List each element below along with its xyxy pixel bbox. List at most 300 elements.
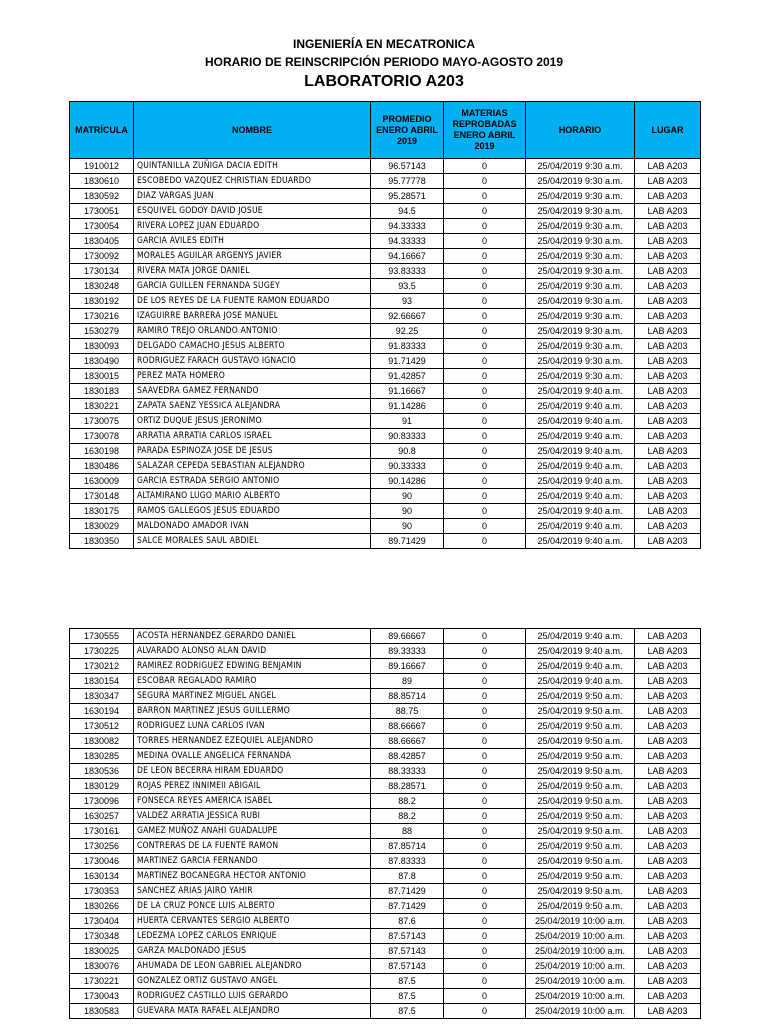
lugar-cell: LAB A203 xyxy=(635,989,701,1004)
lugar-cell: LAB A203 xyxy=(635,629,701,644)
nombre-cell: CONTRERAS DE LA FUENTE RAMON xyxy=(134,839,371,854)
nombre-cell: GAMEZ MUÑOZ ANAHI GUADALUPE xyxy=(134,824,371,839)
horario-cell: 25/04/2019 10:00 a.m. xyxy=(526,944,635,959)
nombre-cell: GARZA MALDONADO JESUS xyxy=(134,944,371,959)
reprobadas-cell: 0 xyxy=(444,234,526,249)
lugar-cell: LAB A203 xyxy=(635,249,701,264)
reprobadas-cell: 0 xyxy=(444,794,526,809)
table-row xyxy=(70,174,701,189)
table-row xyxy=(70,429,701,444)
table-row xyxy=(70,354,701,369)
lugar-cell: LAB A203 xyxy=(635,369,701,384)
promedio-cell: 92.25 xyxy=(371,324,444,339)
table-row xyxy=(70,764,701,779)
reprobadas-cell: 0 xyxy=(444,189,526,204)
horario-cell: 25/04/2019 9:50 a.m. xyxy=(526,884,635,899)
matricula-cell: 1830583 xyxy=(70,1004,134,1019)
matricula-cell: 1730216 xyxy=(70,309,134,324)
matricula-cell: 1730225 xyxy=(70,644,134,659)
promedio-cell: 94.33333 xyxy=(371,219,444,234)
nombre-cell: RODRIGUEZ FARACH GUSTAVO IGNACIO xyxy=(134,354,371,369)
promedio-cell: 91.71429 xyxy=(371,354,444,369)
promedio-cell: 90 xyxy=(371,519,444,534)
lugar-cell: LAB A203 xyxy=(635,674,701,689)
reprobadas-cell: 0 xyxy=(444,704,526,719)
nombre-cell: PEREZ MATA HOMERO xyxy=(134,369,371,384)
promedio-cell: 95.77778 xyxy=(371,174,444,189)
promedio-cell: 88.33333 xyxy=(371,764,444,779)
reprobadas-cell: 0 xyxy=(444,414,526,429)
horario-cell: 25/04/2019 9:30 a.m. xyxy=(526,294,635,309)
reprobadas-cell: 0 xyxy=(444,159,526,174)
matricula-cell: 1730348 xyxy=(70,929,134,944)
reprobadas-cell: 0 xyxy=(444,899,526,914)
promedio-cell: 87.5 xyxy=(371,974,444,989)
matricula-cell: 1730148 xyxy=(70,489,134,504)
promedio-cell: 87.5 xyxy=(371,1004,444,1019)
reprobadas-cell: 0 xyxy=(444,504,526,519)
reprobadas-cell: 0 xyxy=(444,324,526,339)
nombre-cell: HUERTA CERVANTES SERGIO ALBERTO xyxy=(134,914,371,929)
matricula-cell: 1730256 xyxy=(70,839,134,854)
matricula-cell: 1730078 xyxy=(70,429,134,444)
lugar-cell: LAB A203 xyxy=(635,174,701,189)
reprobadas-cell: 0 xyxy=(444,174,526,189)
lugar-cell: LAB A203 xyxy=(635,659,701,674)
promedio-cell: 94.16667 xyxy=(371,249,444,264)
promedio-cell: 87.57143 xyxy=(371,944,444,959)
table-row xyxy=(70,369,701,384)
promedio-cell: 90.83333 xyxy=(371,429,444,444)
promedio-cell: 89.66667 xyxy=(371,629,444,644)
horario-cell: 25/04/2019 9:30 a.m. xyxy=(526,264,635,279)
nombre-cell: MEDINA OVALLE ANGELICA FERNANDA xyxy=(134,749,371,764)
col-materias-reprobadas: MATERIAS REPROBADAS ENERO ABRIL 2019 xyxy=(444,102,526,159)
matricula-cell: 1730075 xyxy=(70,414,134,429)
table-row xyxy=(70,674,701,689)
horario-cell: 25/04/2019 9:30 a.m. xyxy=(526,249,635,264)
promedio-cell: 91 xyxy=(371,414,444,429)
nombre-cell: ALVARADO ALONSO ALAN DAVID xyxy=(134,644,371,659)
nombre-cell: ORTIZ DUQUE JESUS JERONIMO xyxy=(134,414,371,429)
lugar-cell: LAB A203 xyxy=(635,884,701,899)
nombre-cell: QUINTANILLA ZUÑIGA DACIA EDITH xyxy=(134,159,371,174)
schedule-title: HORARIO DE REINSCRIPCIÓN PERIODO MAYO-AGOSTO 2019 xyxy=(204,55,564,69)
lugar-cell: LAB A203 xyxy=(635,234,701,249)
matricula-cell: 1730212 xyxy=(70,659,134,674)
promedio-cell: 88.75 xyxy=(371,704,444,719)
reprobadas-cell: 0 xyxy=(444,429,526,444)
horario-cell: 25/04/2019 9:40 a.m. xyxy=(526,414,635,429)
lugar-cell: LAB A203 xyxy=(635,189,701,204)
horario-cell: 25/04/2019 10:00 a.m. xyxy=(526,1004,635,1019)
horario-cell: 25/04/2019 10:00 a.m. xyxy=(526,929,635,944)
promedio-cell: 94.5 xyxy=(371,204,444,219)
reprobadas-cell: 0 xyxy=(444,519,526,534)
table-row xyxy=(70,399,701,414)
promedio-cell: 91.42857 xyxy=(371,369,444,384)
table-row xyxy=(70,264,701,279)
nombre-cell: ESCOBAR REGALADO RAMIRO xyxy=(134,674,371,689)
reprobadas-cell: 0 xyxy=(444,824,526,839)
table-row xyxy=(70,794,701,809)
nombre-cell: VALDEZ ARRATIA JESSICA RUBI xyxy=(134,809,371,824)
table-row xyxy=(70,384,701,399)
horario-cell: 25/04/2019 9:50 a.m. xyxy=(526,764,635,779)
lugar-cell: LAB A203 xyxy=(635,159,701,174)
nombre-cell: RODRIGUEZ LUNA CARLOS IVAN xyxy=(134,719,371,734)
reprobadas-cell: 0 xyxy=(444,384,526,399)
reprobadas-cell: 0 xyxy=(444,989,526,1004)
matricula-cell: 1730096 xyxy=(70,794,134,809)
reprobadas-cell: 0 xyxy=(444,264,526,279)
table-row xyxy=(70,294,701,309)
table-row xyxy=(70,824,701,839)
table-row xyxy=(70,704,701,719)
lugar-cell: LAB A203 xyxy=(635,414,701,429)
nombre-cell: ESCOBEDO VAZQUEZ CHRISTIAN EDUARDO xyxy=(134,174,371,189)
matricula-cell: 1830266 xyxy=(70,899,134,914)
table-row xyxy=(70,629,701,644)
col-matricula: MATRÍCULA xyxy=(70,102,134,159)
horario-cell: 25/04/2019 9:50 a.m. xyxy=(526,704,635,719)
lugar-cell: LAB A203 xyxy=(635,489,701,504)
lugar-cell: LAB A203 xyxy=(635,309,701,324)
promedio-cell: 95.28571 xyxy=(371,189,444,204)
horario-cell: 25/04/2019 10:00 a.m. xyxy=(526,974,635,989)
nombre-cell: BARRON MARTINEZ JESUS GUILLERMO xyxy=(134,704,371,719)
matricula-cell: 1830285 xyxy=(70,749,134,764)
nombre-cell: GARCIA ESTRADA SERGIO ANTONIO xyxy=(134,474,371,489)
horario-cell: 25/04/2019 10:00 a.m. xyxy=(526,914,635,929)
table-row xyxy=(70,989,701,1004)
promedio-cell: 90 xyxy=(371,489,444,504)
table-row xyxy=(70,414,701,429)
nombre-cell: TORRES HERNANDEZ EZEQUIEL ALEJANDRO xyxy=(134,734,371,749)
horario-cell: 25/04/2019 9:50 a.m. xyxy=(526,794,635,809)
matricula-cell: 1730054 xyxy=(70,219,134,234)
lugar-cell: LAB A203 xyxy=(635,869,701,884)
table-row xyxy=(70,749,701,764)
nombre-cell: SALAZAR CEPEDA SEBASTIAN ALEJANDRO xyxy=(134,459,371,474)
reprobadas-cell: 0 xyxy=(444,534,526,549)
promedio-cell: 87.57143 xyxy=(371,929,444,944)
horario-cell: 25/04/2019 10:00 a.m. xyxy=(526,959,635,974)
table-row xyxy=(70,534,701,549)
horario-cell: 25/04/2019 10:00 a.m. xyxy=(526,989,635,1004)
reprobadas-cell: 0 xyxy=(444,869,526,884)
table-row xyxy=(70,689,701,704)
promedio-cell: 93 xyxy=(371,294,444,309)
matricula-cell: 1730555 xyxy=(70,629,134,644)
nombre-cell: SALCE MORALES SAUL ABDIEL xyxy=(134,534,371,549)
matricula-cell: 1730134 xyxy=(70,264,134,279)
table-row xyxy=(70,959,701,974)
nombre-cell: DE LA CRUZ PONCE LUIS ALBERTO xyxy=(134,899,371,914)
col-horario: HORARIO xyxy=(526,102,635,159)
promedio-cell: 87.85714 xyxy=(371,839,444,854)
table-row xyxy=(70,884,701,899)
nombre-cell: RIVERA MATA JORGE DANIEL xyxy=(134,264,371,279)
table-row xyxy=(70,779,701,794)
reprobadas-cell: 0 xyxy=(444,629,526,644)
reprobadas-cell: 0 xyxy=(444,764,526,779)
reprobadas-cell: 0 xyxy=(444,444,526,459)
matricula-cell: 1830076 xyxy=(70,959,134,974)
table-row xyxy=(70,234,701,249)
nombre-cell: DIAZ VARGAS JUAN xyxy=(134,189,371,204)
table-row xyxy=(70,944,701,959)
promedio-cell: 88.66667 xyxy=(371,719,444,734)
nombre-cell: SAAVEDRA GAMEZ FERNANDO xyxy=(134,384,371,399)
table-row xyxy=(70,869,701,884)
table-row xyxy=(70,459,701,474)
reprobadas-cell: 0 xyxy=(444,974,526,989)
lugar-cell: LAB A203 xyxy=(635,719,701,734)
reprobadas-cell: 0 xyxy=(444,839,526,854)
nombre-cell: MARTINEZ BOCANEGRA HECTOR ANTONIO xyxy=(134,869,371,884)
nombre-cell: ROJAS PEREZ INNIMEII ABIGAIL xyxy=(134,779,371,794)
lugar-cell: LAB A203 xyxy=(635,399,701,414)
nombre-cell: PARADA ESPINOZA JOSE DE JESUS xyxy=(134,444,371,459)
promedio-cell: 94.33333 xyxy=(371,234,444,249)
horario-cell: 25/04/2019 9:30 a.m. xyxy=(526,219,635,234)
horario-cell: 25/04/2019 9:50 a.m. xyxy=(526,719,635,734)
col-lugar: LUGAR xyxy=(635,102,701,159)
matricula-cell: 1730043 xyxy=(70,989,134,1004)
horario-cell: 25/04/2019 9:30 a.m. xyxy=(526,234,635,249)
matricula-cell: 1730353 xyxy=(70,884,134,899)
promedio-cell: 88 xyxy=(371,824,444,839)
horario-cell: 25/04/2019 9:30 a.m. xyxy=(526,309,635,324)
matricula-cell: 1830221 xyxy=(70,399,134,414)
promedio-cell: 92.66667 xyxy=(371,309,444,324)
matricula-cell: 1730092 xyxy=(70,249,134,264)
nombre-cell: ESQUIVEL GODOY DAVID JOSUE xyxy=(134,204,371,219)
matricula-cell: 1830015 xyxy=(70,369,134,384)
matricula-cell: 1830486 xyxy=(70,459,134,474)
table-row xyxy=(70,159,701,174)
lugar-cell: LAB A203 xyxy=(635,749,701,764)
matricula-cell: 1830129 xyxy=(70,779,134,794)
horario-cell: 25/04/2019 9:30 a.m. xyxy=(526,279,635,294)
matricula-cell: 1910012 xyxy=(70,159,134,174)
matricula-cell: 1730051 xyxy=(70,204,134,219)
horario-cell: 25/04/2019 9:30 a.m. xyxy=(526,204,635,219)
matricula-cell: 1630194 xyxy=(70,704,134,719)
reprobadas-cell: 0 xyxy=(444,489,526,504)
table-row xyxy=(70,309,701,324)
promedio-cell: 89.71429 xyxy=(371,534,444,549)
table-row xyxy=(70,1004,701,1019)
reprobadas-cell: 0 xyxy=(444,459,526,474)
reprobadas-cell: 0 xyxy=(444,644,526,659)
lugar-cell: LAB A203 xyxy=(635,204,701,219)
nombre-cell: DE LOS REYES DE LA FUENTE RAMON EDUARDO xyxy=(134,294,371,309)
nombre-cell: DELGADO CAMACHO JESUS ALBERTO xyxy=(134,339,371,354)
nombre-cell: RODRIGUEZ CASTILLO LUIS GERARDO xyxy=(134,989,371,1004)
horario-cell: 25/04/2019 9:40 a.m. xyxy=(526,444,635,459)
lugar-cell: LAB A203 xyxy=(635,854,701,869)
horario-cell: 25/04/2019 9:40 a.m. xyxy=(526,474,635,489)
table-row xyxy=(70,504,701,519)
table-row xyxy=(70,854,701,869)
promedio-cell: 89 xyxy=(371,674,444,689)
horario-cell: 25/04/2019 9:50 a.m. xyxy=(526,809,635,824)
reprobadas-cell: 0 xyxy=(444,294,526,309)
nombre-cell: AHUMADA DE LEON GABRIEL ALEJANDRO xyxy=(134,959,371,974)
lugar-cell: LAB A203 xyxy=(635,764,701,779)
nombre-cell: SANCHEZ ARIAS JAIRO YAHIR xyxy=(134,884,371,899)
table-header-row xyxy=(70,102,701,159)
lugar-cell: LAB A203 xyxy=(635,324,701,339)
horario-cell: 25/04/2019 9:40 a.m. xyxy=(526,644,635,659)
horario-cell: 25/04/2019 9:40 a.m. xyxy=(526,504,635,519)
reprobadas-cell: 0 xyxy=(444,719,526,734)
matricula-cell: 1830029 xyxy=(70,519,134,534)
horario-cell: 25/04/2019 9:40 a.m. xyxy=(526,629,635,644)
nombre-cell: GONZALEZ ORTIZ GUSTAVO ANGEL xyxy=(134,974,371,989)
promedio-cell: 87.5 xyxy=(371,989,444,1004)
reprobadas-cell: 0 xyxy=(444,854,526,869)
promedio-cell: 87.83333 xyxy=(371,854,444,869)
table-row xyxy=(70,324,701,339)
matricula-cell: 1830025 xyxy=(70,944,134,959)
horario-cell: 25/04/2019 9:50 a.m. xyxy=(526,824,635,839)
promedio-cell: 87.57143 xyxy=(371,959,444,974)
reprobadas-cell: 0 xyxy=(444,959,526,974)
reprobadas-cell: 0 xyxy=(444,749,526,764)
matricula-cell: 1730046 xyxy=(70,854,134,869)
reprobadas-cell: 0 xyxy=(444,884,526,899)
lugar-cell: LAB A203 xyxy=(635,734,701,749)
lugar-cell: LAB A203 xyxy=(635,384,701,399)
reprobadas-cell: 0 xyxy=(444,309,526,324)
promedio-cell: 88.2 xyxy=(371,794,444,809)
lugar-cell: LAB A203 xyxy=(635,474,701,489)
lugar-cell: LAB A203 xyxy=(635,794,701,809)
table-row xyxy=(70,189,701,204)
nombre-cell: IZAGUIRRE BARRERA JOSE MANUEL xyxy=(134,309,371,324)
promedio-cell: 90.8 xyxy=(371,444,444,459)
nombre-cell: GARCIA GUILLEN FERNANDA SUGEY xyxy=(134,279,371,294)
matricula-cell: 1830536 xyxy=(70,764,134,779)
table-row xyxy=(70,249,701,264)
horario-cell: 25/04/2019 9:40 a.m. xyxy=(526,659,635,674)
promedio-cell: 88.28571 xyxy=(371,779,444,794)
reprobadas-cell: 0 xyxy=(444,339,526,354)
nombre-cell: MALDONADO AMADOR IVAN xyxy=(134,519,371,534)
table-row xyxy=(70,899,701,914)
lugar-cell: LAB A203 xyxy=(635,534,701,549)
table-row xyxy=(70,644,701,659)
matricula-cell: 1630009 xyxy=(70,474,134,489)
horario-cell: 25/04/2019 9:30 a.m. xyxy=(526,324,635,339)
matricula-cell: 1830082 xyxy=(70,734,134,749)
nombre-cell: GUEVARA MATA RAFAEL ALEJANDRO xyxy=(134,1004,371,1019)
matricula-cell: 1730512 xyxy=(70,719,134,734)
horario-cell: 25/04/2019 9:40 a.m. xyxy=(526,674,635,689)
promedio-cell: 89.33333 xyxy=(371,644,444,659)
promedio-cell: 90 xyxy=(371,504,444,519)
lugar-cell: LAB A203 xyxy=(635,264,701,279)
schedule-table-2 xyxy=(69,628,701,1019)
table-row xyxy=(70,489,701,504)
promedio-cell: 88.85714 xyxy=(371,689,444,704)
reprobadas-cell: 0 xyxy=(444,354,526,369)
horario-cell: 25/04/2019 9:50 a.m. xyxy=(526,734,635,749)
lugar-cell: LAB A203 xyxy=(635,959,701,974)
col-promedio: PROMEDIO ENERO ABRIL 2019 xyxy=(371,102,444,159)
reprobadas-cell: 0 xyxy=(444,219,526,234)
matricula-cell: 1730221 xyxy=(70,974,134,989)
horario-cell: 25/04/2019 9:30 a.m. xyxy=(526,174,635,189)
promedio-cell: 91.16667 xyxy=(371,384,444,399)
lugar-cell: LAB A203 xyxy=(635,519,701,534)
table-row xyxy=(70,204,701,219)
reprobadas-cell: 0 xyxy=(444,249,526,264)
table-row xyxy=(70,719,701,734)
table-row xyxy=(70,444,701,459)
lugar-cell: LAB A203 xyxy=(635,1004,701,1019)
promedio-cell: 89.16667 xyxy=(371,659,444,674)
table-row xyxy=(70,519,701,534)
horario-cell: 25/04/2019 9:50 a.m. xyxy=(526,869,635,884)
nombre-cell: LEDEZMA LOPEZ CARLOS ENRIQUE xyxy=(134,929,371,944)
lugar-cell: LAB A203 xyxy=(635,974,701,989)
horario-cell: 25/04/2019 9:50 a.m. xyxy=(526,854,635,869)
matricula-cell: 1830154 xyxy=(70,674,134,689)
promedio-cell: 90.14286 xyxy=(371,474,444,489)
table-row xyxy=(70,279,701,294)
nombre-cell: ALTAMIRANO LUGO MARIO ALBERTO xyxy=(134,489,371,504)
lugar-cell: LAB A203 xyxy=(635,294,701,309)
nombre-cell: RIVERA LOPEZ JUAN EDUARDO xyxy=(134,219,371,234)
promedio-cell: 87.8 xyxy=(371,869,444,884)
nombre-cell: SEGURA MARTINEZ MIGUEL ANGEL xyxy=(134,689,371,704)
lugar-cell: LAB A203 xyxy=(635,899,701,914)
promedio-cell: 88.2 xyxy=(371,809,444,824)
horario-cell: 25/04/2019 9:40 a.m. xyxy=(526,459,635,474)
promedio-cell: 90.33333 xyxy=(371,459,444,474)
lugar-cell: LAB A203 xyxy=(635,429,701,444)
reprobadas-cell: 0 xyxy=(444,779,526,794)
table-row xyxy=(70,659,701,674)
matricula-cell: 1830490 xyxy=(70,354,134,369)
matricula-cell: 1830093 xyxy=(70,339,134,354)
matricula-cell: 1530279 xyxy=(70,324,134,339)
promedio-cell: 96.57143 xyxy=(371,159,444,174)
table-row xyxy=(70,839,701,854)
reprobadas-cell: 0 xyxy=(444,1004,526,1019)
table-row xyxy=(70,339,701,354)
reprobadas-cell: 0 xyxy=(444,279,526,294)
lugar-cell: LAB A203 xyxy=(635,644,701,659)
matricula-cell: 1830183 xyxy=(70,384,134,399)
lugar-cell: LAB A203 xyxy=(635,929,701,944)
lugar-cell: LAB A203 xyxy=(635,279,701,294)
lugar-cell: LAB A203 xyxy=(635,839,701,854)
matricula-cell: 1830192 xyxy=(70,294,134,309)
promedio-cell: 87.71429 xyxy=(371,899,444,914)
promedio-cell: 91.14286 xyxy=(371,399,444,414)
horario-cell: 25/04/2019 9:40 a.m. xyxy=(526,519,635,534)
table-row xyxy=(70,219,701,234)
horario-cell: 25/04/2019 9:40 a.m. xyxy=(526,429,635,444)
reprobadas-cell: 0 xyxy=(444,944,526,959)
reprobadas-cell: 0 xyxy=(444,929,526,944)
horario-cell: 25/04/2019 9:40 a.m. xyxy=(526,384,635,399)
